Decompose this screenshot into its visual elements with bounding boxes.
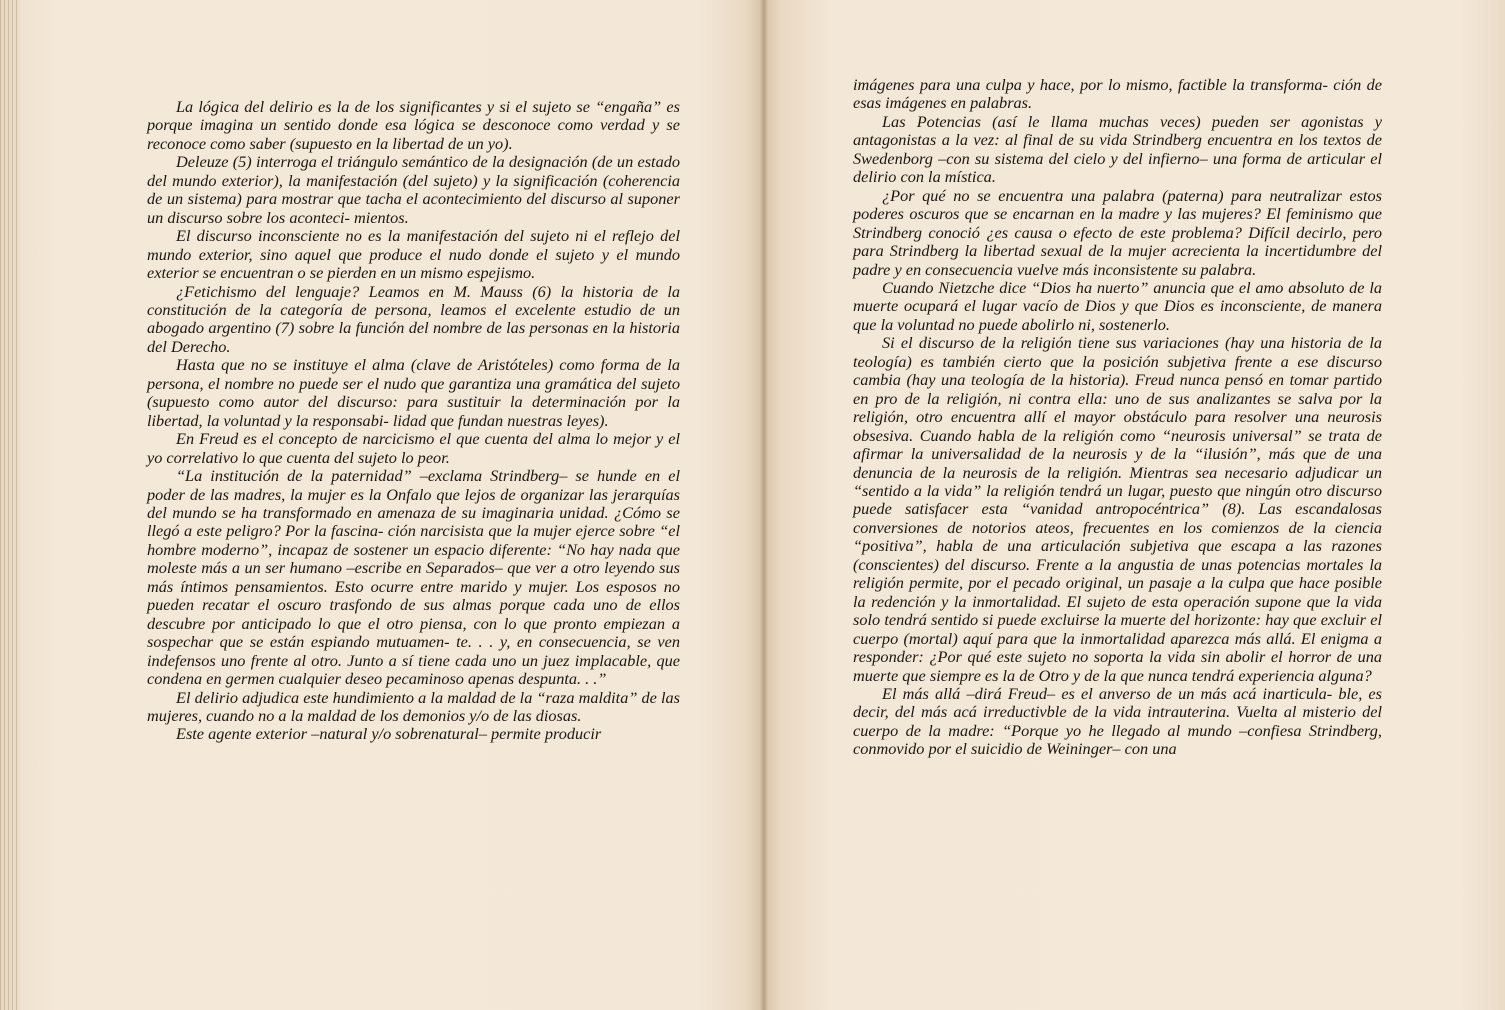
left-page bbox=[147, 98, 680, 744]
paragraph: Las Potencias (así le llama muchas veces) pueden ser agonistas y antagonistas a la vez: al final de su vida Strindberg encuentra en los textos de Swedenborg –con su sistema del cielo y del infierno– una forma de articular el delirio con la mística. bbox=[853, 111, 1382, 187]
paragraph: “La institución de la paternidad” –exclama Strindberg– se hunde en el poder de las madres, la mujer es la Onfalo que lejos de organizar las jerarquías del mundo se ha transformado en amenaza de su imaginaria unidad. ¿Cómo se llegó a este peligro? Por la fascina- ción narcisista que la mujer ejerce sobre “el hombre moderno”, incapaz de sostener un espacio diferente: “No hay nada que moleste más a un ser humano –escribe en Separados– que ver a otro leyendo sus más íntimos pensamientos. Esto ocurre entre marido y mujer. Los esposos no pueden recatar el oscuro trasfondo de sus almas porque cada uno de ellos descubre por anticipado lo que el otro piensa, con lo que pronto empiezan a sospechar que se están espiando mutuamen- te. . . y, en consecuencia, se ven indefensos uno frente al otro. Junto a sí tiene cada uno un juez implacable, que condena en germen cualquier deseo pecaminoso apenas despunta. . .” bbox=[147, 466, 680, 689]
paragraph: La lógica del delirio es la de los significantes y si el sujeto se “engaña” es porque imagina un sentido donde esa lógica se desconoce como verdad y se reconoce como saber (supuesto en la libertad de un yo). bbox=[147, 97, 680, 153]
paragraph: Hasta que no se instituye el alma (clave de Aristóteles) como forma de la persona, el nombre no puede ser el nudo que garantiza una gramática del sujeto (supuesto como autor del discurso: para sustituir la determinación por la libertad, la voluntad y la responsabi- lidad que fundan nuestras leyes). bbox=[147, 355, 680, 430]
paragraph: El delirio adjudica este hundimiento a la maldad de la “raza maldita” de las mujeres, cuando no a la maldad de los demonios y/o de las diosas. bbox=[147, 687, 680, 725]
paragraph: ¿Por qué no se encuentra una palabra (paterna) para neutralizar estos poderes oscuros que se encarnan en la madre y las mujeres? El feminismo que Strindberg conoció ¿es causa o efecto de este problema? Difícil decirlo, pero para Strindberg la libertad sexual de la mujer acrecienta la incertidumbre del padre y en consecuencia vuelve más inconsistente su palabra. bbox=[853, 185, 1382, 279]
paragraph: Si el discurso de la religión tiene sus variaciones (hay una historia de la teología) es también cierto que la posición subjetiva frente a ese discurso cambia (hay una teología de la historia). Freud nunca pensó en tomar partido en pro de la religión, ni contra ella: uno de sus analizantes se salva por la religión, otro encuentra allí el mayor obstáculo para resolver una neurosis obsesiva. Cuando habla de la religión como “neurosis universal” se trata de afirmar la universalidad de la neurosis y de la “ilusión”, más que de una denuncia de la neurosis de la religión. Mientras sea necesario adjudicar un “sentido a la vida” la religión tendrá un lugar, puesto que ningún otro discurso puede satisfacer esta “vanidad antropocéntrica” (8). Las escandalosas conversiones de notorios ateos, frecuentes en los comienzos de la ciencia “positiva”, habla de una articulación subjetiva que escapa a las razones (conscientes) del discurso. Frente a la angustia de unas potencias mortales la religión permite, por el pecado original, un pasaje a la culpa que hace posible la redención y la inmortalidad. El sujeto de esta operación supone que la vida solo tendrá sentido si puede excluirse la muerte del horizonte: hay que excluir el cuerpo (mortal) aquí para que la inmortalidad aparezca más allá. El enigma a responder: ¿Por qué este sujeto no soporta la vida sin abolir el horror de una muerte que siempre es la de Otro y de la que nunca tendrá experiencia alguna? bbox=[853, 333, 1382, 685]
paragraph: En Freud es el concepto de narcicismo el que cuenta del alma lo mejor y el yo correlativo lo que cuenta del sujeto lo peor. bbox=[147, 429, 680, 467]
paragraph: Cuando Nietzche dice “Dios ha nuerto” anuncia que el amo absoluto de la muerte ocupará el lugar vacío de Dios y que Dios es inconsciente, de manera que la voluntad no puede abolirlo ni, sostenerlo. bbox=[853, 277, 1382, 334]
paragraph: ¿Fetichismo del lenguaje? Leamos en M. Mauss (6) la historia de la constitución de la categoría de persona, leamos el excelente estudio de un abogado argentino (7) sobre la función del nombre de las personas en la historia del Derecho. bbox=[147, 281, 680, 356]
continued-paragraph: imágenes para una culpa y hace, por lo mismo, factible la transforma- ción de esas imágenes en palabras. bbox=[853, 75, 1382, 113]
paragraph: El más allá –dirá Freud– es el anverso de un más acá inarticula- ble, es decir, del más acá irreductivble de la vida intrauterina. Vuelta al misterio del cuerpo de la madre: “Porque yo he llegado al mundo –confiesa Strindberg, conmovido por el suicidio de Weininger– con una bbox=[853, 683, 1382, 759]
page-edges bbox=[0, 0, 20, 1010]
right-page bbox=[853, 76, 1382, 759]
book-gutter bbox=[760, 0, 768, 1010]
paragraph: Este agente exterior –natural y/o sobrenatural– permite producir bbox=[176, 724, 602, 744]
paragraph: El discurso inconsciente no es la manifestación del sujeto ni el reflejo del mundo exterior, sino aquel que produce el nudo donde el sujeto y el mundo exterior se encuentran o se pierden en un mismo espejismo. bbox=[147, 226, 680, 283]
paragraph: Deleuze (5) interroga el triángulo semántico de la designación (de un estado del mundo exterior), la manifestación (del sujeto) y la significación (coherencia de un sistema) para mostrar que tacha el acontecimiento del discurso al suponer un discurso sobre los aconteci- mientos. bbox=[147, 152, 680, 227]
